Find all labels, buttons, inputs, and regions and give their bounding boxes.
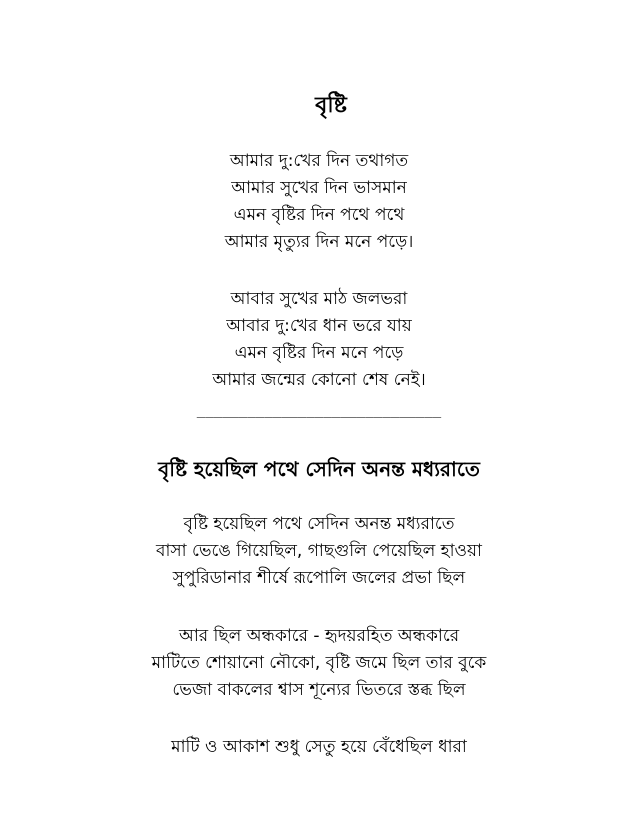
- poem-2-line: ভেজা বাকলের শ্বাস শূন্যের ভিতরে স্তব্ধ ছিল: [172, 680, 466, 700]
- poem-1-line: আবার দু:খের ধান ভরে যায়: [226, 316, 412, 336]
- poem-1-title: বৃষ্টি: [315, 93, 347, 118]
- poem-2-line: বাসা ভেঙে গিয়েছিল, গাছগুলি পেয়েছিল হাওয়া: [156, 541, 482, 561]
- poem-2-line: মাটিতে শোয়ানো নৌকো, বৃষ্টি জমে ছিল তার বুকে: [151, 653, 487, 673]
- poem-1-line: আমার মৃত্যুর দিন মনে পড়ে।: [224, 232, 414, 252]
- poem-1-line: এমন বৃষ্টির দিন মনে পড়ে: [234, 343, 404, 363]
- poem-2-title: বৃষ্টি হয়েছিল পথে সেদিন অনন্ত মধ্যরাতে: [158, 457, 480, 481]
- poem-1-line: আমার জন্মের কোনো শেষ নেই।: [212, 370, 426, 390]
- poem-2-line: আর ছিল অন্ধকারে - হৃদয়রহিত অন্ধকারে: [178, 626, 460, 646]
- poem-2-line: সুপুরিডানার শীর্ষে রূপোলি জলের প্রভা ছিল: [172, 568, 466, 588]
- poem-2-line: বৃষ্টি হয়েছিল পথে সেদিন অনন্ত মধ্যরাতে: [183, 514, 455, 534]
- poem-2-line: মাটি ও আকাশ শুধু সেতু হয়ে বেঁধেছিল ধারা: [171, 737, 467, 757]
- section-separator: _____________________________: [196, 402, 442, 418]
- poem-1-line: আমার দু:খের দিন তথাগত: [229, 151, 409, 171]
- poem-1-line: আমার সুখের দিন ভাসমান: [231, 178, 407, 198]
- poem-1-line: এমন বৃষ্টির দিন পথে পথে: [233, 205, 405, 225]
- poem-1-line: আবার সুখের মাঠ জলভরা: [230, 289, 408, 309]
